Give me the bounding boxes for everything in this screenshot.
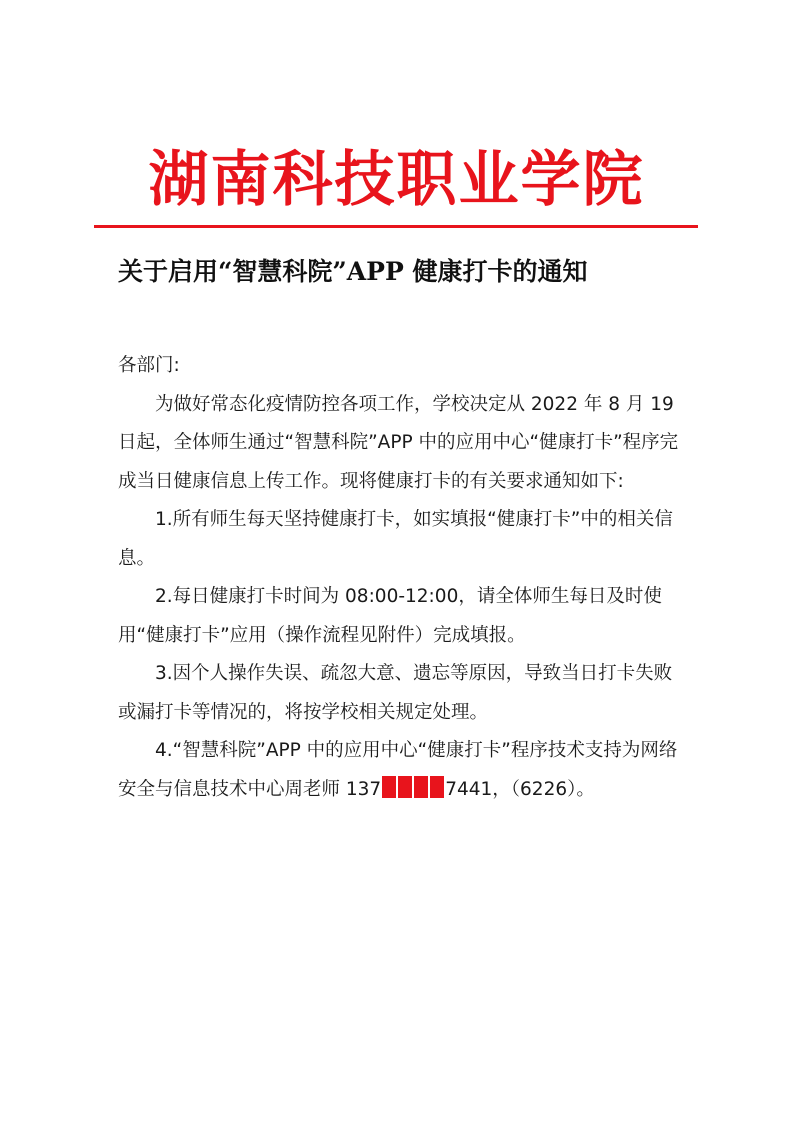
contact-text-after: 7441，（6226）。 — [445, 778, 595, 800]
contact-text-before: 4.“智慧科院”APP 中的应用中心“健康打卡”程序技术支持为网络安全与信息技术中心周老师 137 — [118, 740, 678, 800]
list-item-contact — [118, 732, 680, 809]
red-divider — [94, 225, 698, 228]
list-item: 3.因个人操作失误、疏忽大意、遗忘等原因，导致当日打卡失败或漏打卡等情况的，将按学校相关规定处理。 — [118, 663, 673, 723]
intro-paragraph: 为做好常态化疫情防控各项工作，学校决定从 2022 年 8 月 19 日起，全体师生通过“智慧科院”APP 中的应用中心“健康打卡”程序完成当日健康信息上传工作。现将健康打卡的有关要求通知如下: — [118, 393, 679, 492]
redaction-mark — [382, 776, 444, 798]
list-item: 2.每日健康打卡时间为 08:00-12:00，请全体师生每日及时使用“健康打卡”应用（操作流程见附件）完成填报。 — [118, 586, 662, 646]
salutation: 各部门: — [118, 355, 180, 376]
institution-name: 湖南科技职业学院 — [148, 145, 645, 215]
notice-title: 关于启用“智慧科院”APP 健康打卡的通知 — [118, 257, 588, 286]
list-item: 1.所有师生每天坚持健康打卡，如实填报“健康打卡”中的相关信息。 — [118, 509, 673, 569]
notice-body — [118, 347, 680, 809]
